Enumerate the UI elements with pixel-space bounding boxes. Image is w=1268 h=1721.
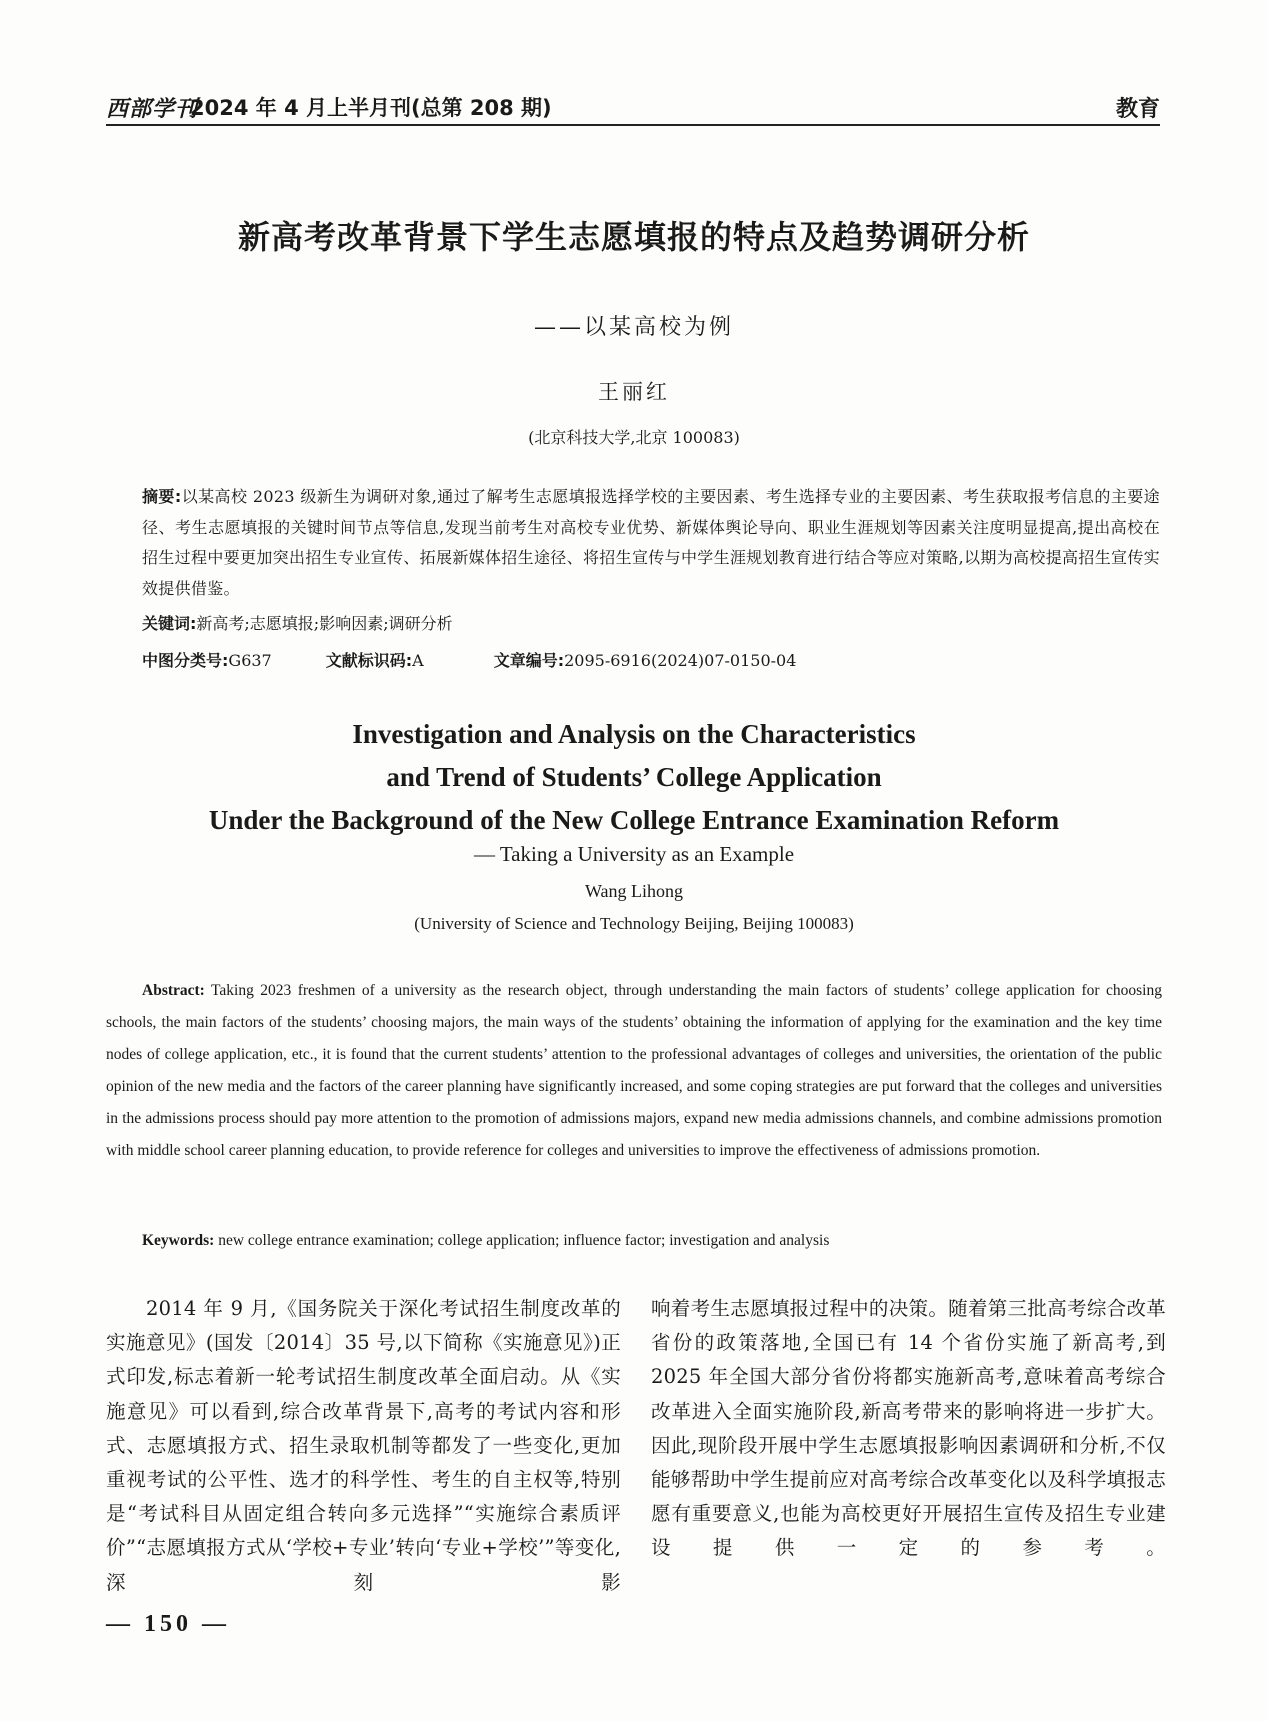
english-author: Wang Lihong [584,881,684,901]
english-keywords [142,1232,1162,1250]
english-title-line: Under the Background of the New College Entrance Examination Reform [208,805,1060,835]
chinese-abstract [142,482,1160,604]
running-header [106,88,1160,128]
clc-value: G637 [228,651,272,670]
chinese-abstract-text: 以某高校 2023 级新生为调研对象,通过了解考生志愿填报选择学校的主要因素、考生选择专业的主要因素、考生获取报考信息的主要途径、考生志愿填报的关键时间节点等信息,发现当前考生对高校专业优势、新媒体舆论导向、职业生涯规划等因素关注度明显提高,提出高校在招生过程中要更加突出招生专业宣传、拓展新媒体招生途径、将招生宣传与中学生涯规划教育进行结合等应对策略,以期为高校提高招生宣传实效提供借鉴。 [142,487,1160,598]
english-keywords-label: Keywords: [142,1232,215,1249]
body-text-right: 响着考生志愿填报过程中的决策。随着第三批高考综合改革省份的政策落地,全国已有 14 个省份实施了新高考,到 2025 年全国大部分省份将都实施新高考,意味着高考综合改革进入全面实施阶段,新高考带来的影响将进一步扩大。因此,现阶段开展中学生志愿填报影响因素调研和分析,不仅能够帮助中学生提前应对高考综合改革变化以及科学填报志愿有重要意义,也能为高校更好开展招生宣传及招生专业建设提供一定的参考。 [651,1297,1166,1560]
article-no-label: 文章编号: [493,651,565,670]
english-affiliation: (University of Science and Technology Beijing, Beijing 100083) [414,914,854,933]
doc-code-label: 文献标识码: [325,651,413,670]
chinese-title: 新高考改革背景下学生志愿填报的特点及趋势调研分析 [237,218,1030,256]
body-column-right [651,1292,1166,1566]
article-no-value: 2095-6916(2024)07-0150-04 [564,651,797,670]
clc-label: 中图分类号: [142,651,229,670]
english-title-line: and Trend of Students’ College Application [386,762,882,792]
body-column-left [106,1292,621,1600]
body-text-left: 2014 年 9 月,《国务院关于深化考试招生制度改革的实施意见》(国发〔2014〕35 号,以下简称《实施意见》)正式印发,标志着新一轮考试招生制度改革全面启动。从《实施意见》可以看到,综合改革背景下,高考的考试内容和形式、志愿填报方式、招生录取机制等都发了一些变化,更加重视考试的公平性、选才的科学性、考生的自主权等,特别是“考试科目从固定组合转向多元选择”“实施综合素质评价”“志愿填报方式从‘学校+专业’转向‘专业+学校’”等变化,深刻影 [106,1297,621,1594]
chinese-keywords-text: 新高考;志愿填报;影响因素;调研分析 [196,614,453,633]
chinese-subtitle: ——以某高校为例 [533,315,734,340]
english-abstract-label: Abstract: [142,982,205,999]
english-subtitle: — Taking a University as an Example [473,842,795,866]
english-title [60,713,1208,842]
doc-code-value: A [412,651,424,670]
english-abstract-text: Taking 2023 freshmen of a university as the research object, through understanding the main factors of students’ college application for choosing schools, the main factors of the students’ choosing majors, the main ways of the students’ obtaining the information of applying for the examination and the key time nodes of college application, etc., it is found that the current students’ attention to the professional advantages of colleges and universities, the orientation of the public opinion of the new media and the factors of the career planning have significantly increased, and some coping strategies are put forward that the colleges and universities in the admissions process should pay more attention to the promotion of admissions majors, expand new media admissions channels, and combine admissions promotion with middle school career planning education, to provide reference for colleges and universities to improve the effectiveness of admissions promotion. [106,982,1162,1159]
english-abstract [106,975,1162,1167]
english-keywords-text: new college entrance examination; college application; influence factor; investigation and analysis [218,1232,830,1249]
classification-line [142,648,1160,671]
issue-info: 2024 年 4 月上半月刊(总第 208 期) [190,96,552,120]
english-title-line: Investigation and Analysis on the Characteristics [352,719,916,749]
journal-name-logo: 西部学刊 [106,96,199,122]
section-label: 教育 [1115,97,1160,122]
chinese-keywords-label: 关键词: [142,614,197,633]
chinese-affiliation: (北京科技大学,北京 100083) [528,428,740,447]
chinese-abstract-label: 摘要: [142,487,182,506]
header-rule [106,124,1160,126]
chinese-author: 王丽红 [598,380,670,404]
page-number: — 150 — [106,1611,230,1637]
chinese-keywords [142,611,1160,634]
